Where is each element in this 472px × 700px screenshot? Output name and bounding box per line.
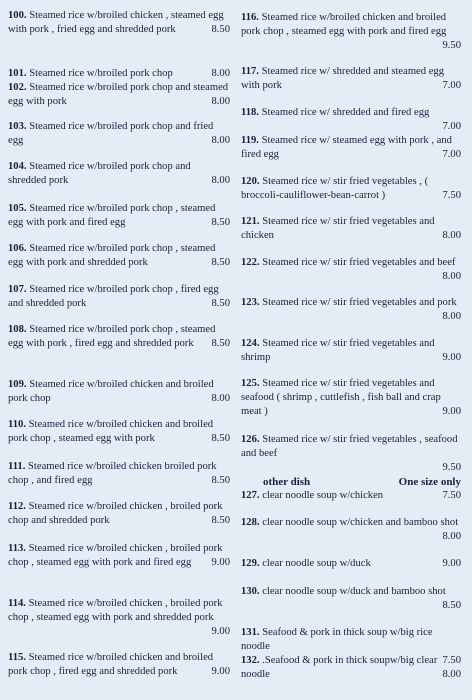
menu-item-name: Steamed rice w/broiled chicken , broiled pork chop , steamed egg with pork and fired egg — [8, 543, 223, 568]
menu-item — [241, 215, 461, 243]
menu-item-price: 8.50 — [211, 24, 230, 35]
menu-item-price: 9.50 — [442, 462, 461, 473]
menu-item-price: 8.50 — [211, 217, 230, 228]
menu-item-number: 122. — [241, 257, 260, 268]
menu-item-price: 7.00 — [442, 149, 461, 160]
menu-item-price: 9.00 — [211, 626, 230, 637]
menu-item-name: Steamed rice w/broiled pork chop , steamed egg with pork and shredded pork — [8, 243, 216, 268]
menu-item-price: 9.00 — [442, 406, 461, 417]
menu-item-number: 111. — [8, 461, 26, 472]
menu-item-number: 115. — [8, 652, 26, 663]
menu-item-number: 129. — [241, 558, 260, 569]
menu-item-number: 100. — [8, 10, 27, 21]
menu-item — [241, 256, 461, 284]
menu-item-name: Steamed rice w/broiled chicken , broiled pork chop and shredded pork — [8, 501, 223, 526]
menu-item-name: clear noodle soup w/duck and bamboo shot — [262, 586, 446, 597]
menu-item-name: Steamed rice w/broiled pork chop and shredded pork — [8, 161, 191, 186]
menu-item-name: Steamed rice w/broiled pork chop , steamed egg with pork , fired egg and shredded pork — [8, 324, 216, 349]
menu-item-price: 7.50 — [442, 655, 461, 666]
menu-item — [241, 106, 461, 134]
menu-item — [8, 160, 230, 188]
menu-item — [8, 67, 230, 81]
menu-item-number: 123. — [241, 297, 260, 308]
menu-item-price: 8.00 — [442, 230, 461, 241]
menu-item-number: 112. — [8, 501, 26, 512]
menu-item-name: Steamed rice w/ stir fried vegetables , seafood and beef — [241, 434, 458, 459]
menu-item-price: 7.00 — [442, 80, 461, 91]
menu-item — [241, 377, 461, 419]
menu-item-price: 9.50 — [442, 40, 461, 51]
menu-item — [241, 585, 461, 613]
menu-item-number: 117. — [241, 66, 259, 77]
menu-item-name: Steamed rice w/broiled pork chop — [29, 68, 173, 79]
menu-item-name: Steamed rice w/broiled pork chop and steamed egg with pork — [8, 82, 229, 107]
menu-item — [8, 283, 230, 311]
menu-item-price: 9.00 — [211, 666, 230, 677]
menu-item-price: 8.00 — [211, 393, 230, 404]
menu-item-price: 8.50 — [442, 600, 461, 611]
menu-item-number: 125. — [241, 378, 260, 389]
menu-item-name: Steamed rice w/broiled chicken and broiled pork chop — [8, 379, 214, 404]
menu-item-number: 114. — [8, 598, 26, 609]
menu-item-name: Steamed rice w/ stir fried vegetables and seafood ( shrimp , cuttlefish , fish ball and crap meat ) — [241, 378, 441, 417]
menu-item-name: clear noodle soup w/chicken and bamboo shot — [262, 517, 459, 528]
menu-item-name: Steamed rice w/broiled chicken , steamed egg with pork , fried egg and shredded pork — [8, 10, 224, 35]
section-note: One size only — [398, 476, 461, 488]
menu-item-number: 106. — [8, 243, 27, 254]
section-title: other dish — [263, 476, 311, 488]
menu-item-name: Steamed rice w/ stir fried vegetables and shrimp — [241, 338, 435, 363]
menu-item-number: 102. — [8, 82, 27, 93]
menu-item-name: Steamed rice w/ stir fried vegetables , ( broccoli-cauliflower-bean-carrot ) — [241, 176, 429, 201]
menu-item — [241, 11, 461, 53]
menu-item-price: 8.50 — [211, 298, 230, 309]
menu-item-price: 7.50 — [442, 190, 461, 201]
menu-item-name: Steamed rice w/broiled chicken , broiled pork chop , steamed egg with pork and shredded pork — [8, 598, 223, 623]
menu-item-name: Seafood & pork in thick soup w/big rice noodle — [241, 627, 433, 652]
menu-item-number: 105. — [8, 203, 27, 214]
menu-item-name: Steamed rice w/ shredded and steamed egg with pork — [241, 66, 445, 91]
menu-item-price: 8.00 — [211, 175, 230, 186]
menu-item-price: 8.00 — [442, 311, 461, 322]
menu-item — [8, 418, 230, 446]
menu-item — [8, 651, 230, 679]
menu-item-name: clear noodle soup w/duck — [262, 558, 371, 569]
menu-item — [241, 337, 461, 365]
menu-item — [8, 323, 230, 351]
menu-item-price: 9.00 — [211, 557, 230, 568]
menu-item-number: 130. — [241, 586, 260, 597]
menu-item-price: 8.00 — [211, 135, 230, 146]
menu-item-number: 126. — [241, 434, 260, 445]
menu-item — [8, 378, 230, 406]
menu-item — [8, 81, 230, 109]
menu-item-price: 8.50 — [211, 257, 230, 268]
menu-item-number: 124. — [241, 338, 260, 349]
menu-item — [241, 516, 461, 544]
menu-item-price: 7.50 — [442, 490, 461, 501]
menu-item — [241, 175, 461, 203]
menu-item — [8, 500, 230, 528]
menu-item-price: 8.50 — [211, 475, 230, 486]
menu-item — [241, 65, 461, 93]
menu-item — [241, 433, 461, 475]
menu-item-number: 101. — [8, 68, 27, 79]
menu-item — [8, 120, 230, 148]
menu-item-number: 119. — [241, 135, 259, 146]
menu-item-price: 9.00 — [442, 558, 461, 569]
menu-item — [8, 242, 230, 270]
menu-item-number: 109. — [8, 379, 27, 390]
menu-item-price: 8.00 — [442, 271, 461, 282]
menu-item-price: 9.00 — [442, 352, 461, 363]
menu-item-number: 118. — [241, 107, 259, 118]
menu-item — [8, 9, 230, 37]
menu-item — [8, 202, 230, 230]
menu-item-number: 103. — [8, 121, 27, 132]
menu-item-price: 8.50 — [211, 433, 230, 444]
menu-item-name: Steamed rice w/ shredded and fired egg — [261, 107, 430, 118]
menu-item-name: Steamed rice w/ stir fried vegetables and chicken — [241, 216, 435, 241]
menu-item-number: 107. — [8, 284, 27, 295]
menu-item — [241, 134, 461, 162]
menu-item-name: Steamed rice w/broiled chicken and broiled pork chop , fired egg and shredded pork — [8, 652, 214, 677]
menu-item — [241, 654, 461, 682]
menu-item-number: 127. — [241, 490, 260, 501]
menu-item-price: 8.00 — [211, 96, 230, 107]
menu-item-price: 8.50 — [211, 515, 230, 526]
menu-item-name: Steamed rice w/broiled pork chop and fried egg — [8, 121, 214, 146]
menu-item-number: 104. — [8, 161, 27, 172]
menu-item-number: 121. — [241, 216, 260, 227]
menu-item-name: Steamed rice w/broiled chicken and broiled pork chop , steamed egg with pork and fired egg — [241, 12, 447, 37]
menu-item — [8, 597, 230, 639]
menu-item — [8, 460, 230, 488]
menu-item-price: 8.00 — [211, 68, 230, 79]
menu-item-number: 131. — [241, 627, 260, 638]
menu-item-number: 128. — [241, 517, 260, 528]
menu-item-name: Steamed rice w/ steamed egg with pork , and fired egg — [241, 135, 452, 160]
menu-item-name: Steamed rice w/ stir fried vegetables and pork — [262, 297, 457, 308]
menu-item-price: 8.00 — [442, 531, 461, 542]
menu-item-number: 110. — [8, 419, 26, 430]
menu-item-price: 8.50 — [211, 338, 230, 349]
menu-item-name: .Seafood & pork in thick soupw/big clear noodle — [241, 655, 438, 680]
menu-item — [241, 296, 461, 324]
menu-item-name: Steamed rice w/broiled pork chop , fired egg and shredded pork — [8, 284, 219, 309]
menu-item-number: 132. — [241, 655, 260, 666]
menu-item — [241, 489, 461, 503]
menu-item-number: 116. — [241, 12, 259, 23]
menu-item-name: Steamed rice w/broiled chicken and broiled pork chop , steamed egg with pork — [8, 419, 214, 444]
menu-item-name: Steamed rice w/ stir fried vegetables and beef — [262, 257, 456, 268]
menu-item-number: 108. — [8, 324, 27, 335]
menu-item-name: Steamed rice w/broiled pork chop , steamed egg with pork and fired egg — [8, 203, 216, 228]
menu-item-name: clear noodle soup w/chicken — [262, 490, 384, 501]
menu-item-number: 113. — [8, 543, 26, 554]
menu-item — [8, 542, 230, 570]
menu-item — [241, 557, 461, 571]
menu-item-price: 7.00 — [442, 121, 461, 132]
section-header — [241, 476, 461, 490]
menu-item-name: Steamed rice w/broiled chicken broiled pork chop , and fired egg — [8, 461, 217, 486]
menu-item-number: 120. — [241, 176, 260, 187]
menu-item-price: 8.00 — [442, 669, 461, 680]
